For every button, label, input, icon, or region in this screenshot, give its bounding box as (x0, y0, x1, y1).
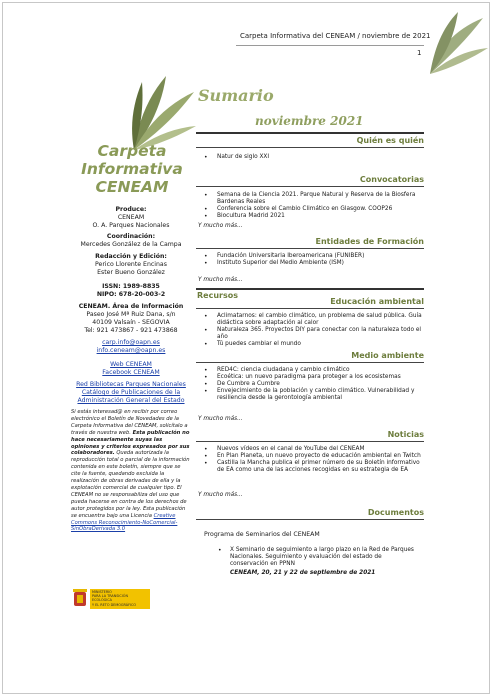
list-item[interactable]: • Natur de siglo XXI (204, 154, 422, 161)
section-documentos (196, 508, 424, 517)
section-rule (196, 147, 424, 148)
logo-text: Y EL RETO DEMOGRÁFICO (92, 602, 137, 607)
credits-address (70, 303, 192, 335)
logo-text: PARA LA TRANSICIÓN ECOLÓGICA (92, 594, 128, 603)
section-title: Quién es quién (356, 136, 424, 145)
entidades-list (204, 253, 422, 267)
email-link[interactable]: info.ceneam@oapn.es (96, 347, 166, 354)
educacion-list (204, 313, 422, 348)
red-bibliotecas-link[interactable]: Red Bibliotecas Parques Nacionales (76, 381, 186, 388)
issn: ISSN: 1989-8835 (102, 283, 160, 290)
catalogo-link[interactable]: Administración General del Estado (77, 397, 185, 404)
convocatorias-list (204, 192, 422, 220)
logo-text: MINISTERIO (92, 590, 112, 594)
email-link[interactable]: carp.info@oapn.es (102, 339, 160, 346)
page-number: 1 (417, 49, 422, 57)
catalogo-link[interactable]: Catálogo de Publicaciones de la (81, 389, 181, 396)
list-item[interactable]: • Instituto Superior del Medio Ambiente (ISM) (204, 260, 422, 267)
publication-title (70, 142, 194, 196)
medio-list (204, 367, 422, 402)
more-link[interactable]: Y mucho más... (198, 416, 243, 422)
section-title: Medio ambiente (351, 351, 424, 360)
address-line: 40109 Valsaín - SEGOVIA (92, 319, 170, 326)
section-rule (196, 248, 424, 249)
credits-red (70, 381, 192, 405)
disclaimer-text: Queda autorizada la reproducción total o parcial de la información contenida en este boletín, siempre que se cite la fuente, quedando excluida la realización de obras derivadas de ella y la explotación comercial de cualquier tipo. El CENEAM no se responsabiliza del uso que pueda hacerse en contra de los derechos de autor protegidos por la ley. Esta publicación se encuentra bajo una Licencia (71, 450, 190, 519)
page-header: Carpeta Informativa del CENEAM / noviembre de 2021 (240, 32, 431, 40)
section-rule (196, 362, 424, 363)
list-item[interactable]: • Ecoética: un nuevo paradigma para proteger a los ecosistemas (204, 374, 422, 381)
credits-ids (70, 283, 192, 299)
coord-line: Mercedes González de la Campa (80, 241, 182, 248)
coord-label: Coordinación: (106, 233, 156, 240)
redaccion-line: Perico Llorente Encinas (95, 261, 167, 268)
facebook-link[interactable]: Facebook CENEAM (102, 369, 160, 376)
summary-month: noviembre 2021 (255, 114, 364, 128)
summary-title: Sumario (198, 86, 274, 105)
section-quien (196, 136, 424, 145)
publication-title-line: CENEAM (95, 178, 169, 196)
more-link[interactable]: Y mucho más... (198, 223, 243, 229)
section-convocatorias (196, 175, 424, 184)
section-title: Entidades de Formación (315, 237, 424, 246)
section-title: Convocatorias (359, 175, 424, 184)
list-item[interactable]: • Castilla la Mancha publica el primer número de su Boletín informativo de EA como una de las acciones recogidas en su estrategia de EA (204, 460, 422, 474)
bullet-icon: • (218, 547, 222, 554)
list-item[interactable]: • En Plan Planeta, un nuevo proyecto de educación ambiental en Twitch (204, 453, 422, 460)
list-item[interactable]: • Fundación Universitaria Iberoamericana (FUNIBER) (204, 253, 422, 260)
produce-line: O. A. Parques Nacionales (92, 222, 170, 229)
list-item[interactable]: • Tú puedes cambiar el mundo (204, 341, 422, 348)
address-line: Tel: 921 473867 - 921 473868 (84, 327, 178, 334)
list-item[interactable]: • Biocultura Madrid 2021 (204, 213, 422, 220)
ministry-logo (72, 588, 152, 610)
produce-label: Produce: (115, 206, 147, 213)
credits-emails (70, 339, 192, 355)
list-item[interactable]: • Conferencia sobre el Cambio Climático en Glasgow. COOP26 (204, 206, 422, 213)
credits-web (70, 361, 192, 377)
summary-rule (196, 132, 424, 134)
list-item[interactable]: • Envejecimiento de la población y cambio climático. Vulnerabilidad y resiliencia desde la gerontología ambiental (204, 388, 422, 402)
section-title: Educación ambiental (330, 297, 424, 306)
produce-line: CENEAM (117, 214, 145, 221)
credits-produce (70, 206, 192, 230)
recursos-label: Recursos (197, 291, 238, 300)
leaf-fan-icon (128, 72, 198, 152)
program-title[interactable]: Programa de Seminarios del CENEAM (204, 531, 320, 538)
quien-list (204, 154, 422, 161)
nipo: NIPO: 678-20-003-2 (96, 291, 166, 298)
publication-title-line: Informativa (81, 160, 183, 178)
publication-title-line: Carpeta (97, 142, 167, 160)
more-link[interactable]: Y mucho más... (198, 277, 243, 283)
list-item[interactable]: • RED4C: ciencia ciudadana y cambio climático (204, 367, 422, 374)
leaf-fan-icon (428, 10, 490, 82)
area-label: CENEAM. Área de Información (78, 303, 184, 310)
web-link[interactable]: Web CENEAM (110, 361, 152, 368)
coat-of-arms-icon (72, 589, 88, 609)
credits-coord (70, 233, 192, 249)
section-noticias (196, 430, 424, 439)
redaccion-line: Ester Bueno González (97, 269, 165, 276)
list-item[interactable]: • Nuevos vídeos en el canal de YouTube del CENEAM (204, 446, 422, 453)
disclaimer (71, 409, 191, 533)
recursos-rule (196, 288, 424, 290)
section-educacion (196, 297, 424, 306)
header-rule (236, 45, 424, 46)
list-item[interactable]: • De Cumbre a Cumbre (204, 381, 422, 388)
section-rule (196, 441, 424, 442)
noticias-list (204, 446, 422, 474)
more-link[interactable]: Y mucho más... (198, 492, 243, 498)
list-item[interactable]: • Semana de la Ciencia 2021. Parque Natural y Reserva de la Biosfera Bardenas Reales (204, 192, 422, 206)
section-title: Documentos (367, 508, 424, 517)
section-medio (196, 351, 424, 360)
section-title: Noticias (387, 430, 424, 439)
address-line: Paseo José Mª Ruiz Dana, s/n (86, 311, 176, 318)
section-entidades (196, 237, 424, 246)
section-rule (196, 519, 424, 520)
credits-redaccion (70, 253, 192, 277)
event-title[interactable]: X Seminario de seguimiento a largo plazo en la Red de Parques Nacionales. Seguimiento y evaluación del estado de conservación en PPNN (230, 547, 414, 568)
license-link[interactable]: Creative Commons Reconocimiento-NoComercial-SinObraDerivada 3.0 (71, 512, 178, 533)
section-rule (196, 308, 424, 309)
list-item[interactable]: • Aclimatarnos: el cambio climático, un problema de salud pública. Guía didáctica sobre adaptación al calor (204, 313, 422, 327)
event-date: CENEAM, 20, 21 y 22 de septiembre de 2021 (230, 570, 376, 576)
redaccion-label: Redacción y Edición: (95, 253, 167, 260)
section-rule (196, 186, 424, 187)
list-item[interactable]: • Naturaleza 365. Proyectos DIY para conectar con la naturaleza todo el año (204, 327, 422, 341)
disclaimer-text: Si estás interesad@ en recibir por correo electrónico el Boletín de Novedades de la Carpeta Informativa del CENEAM, solicítalo a través de nuestra web. (71, 409, 188, 436)
disclaimer-bold: Esta publicación no hace necesariamente suyas las opiniones y criterios expresados por sus colaboradores. (71, 429, 190, 457)
